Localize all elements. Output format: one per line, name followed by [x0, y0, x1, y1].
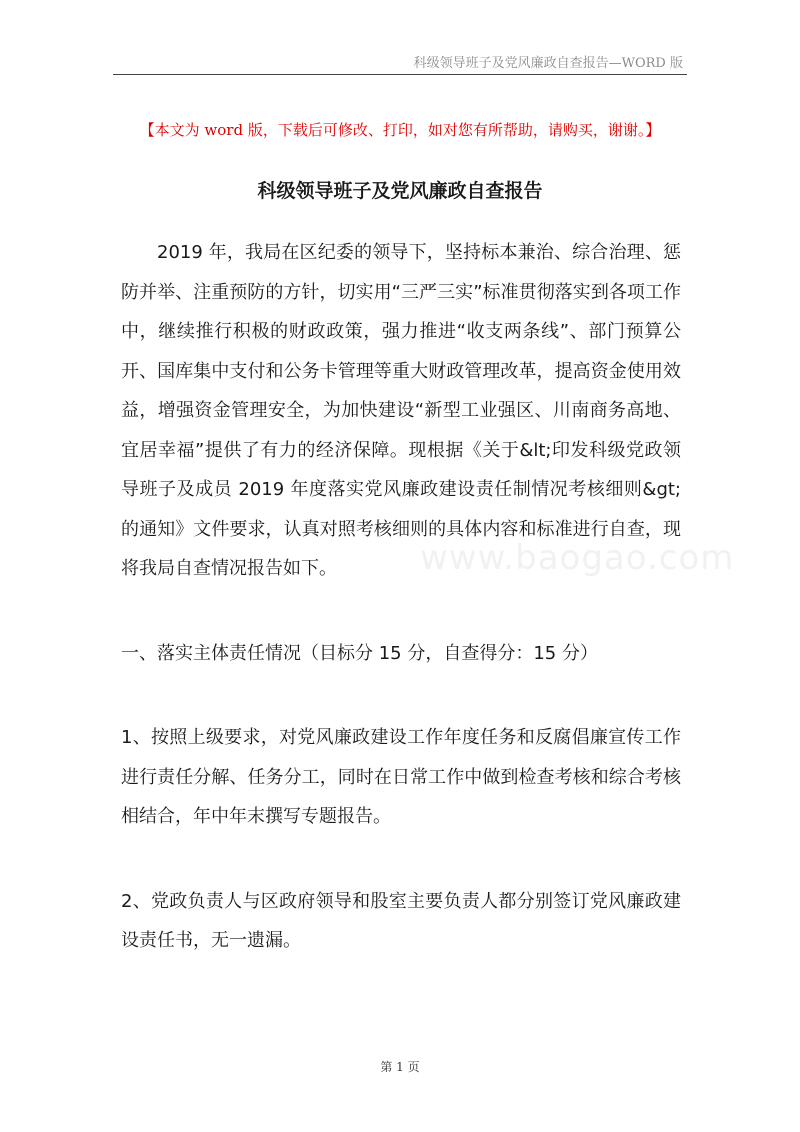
- page-number: 第 1 页: [380, 1060, 420, 1074]
- running-header: 科级领导班子及党风廉政自查报告—WORD 版: [413, 56, 683, 71]
- header-divider: [113, 74, 687, 75]
- intro-paragraph: 2019 年，我局在区纪委的领导下，坚持标本兼治、综合治理、惩防并举、注重预防的方针，切实用“三严三实”标准贯彻落实到各项工作中，继续推行积极的财政政策，强力推进“收支两条线”、部门预算公开、国库集中支付和公务卡管理等重大财政管理改革，提高资金使用效益，增强资金管理安全，为加快建设“新型工业强区、川南商务高地、宜居幸福”提供了有力的经济保障。现根据《关于&lt;印发科级党政领导班子及成员 2019 年度落实党风廉政建设责任制情况考核细则&gt;的通知》文件要求，认真对照考核细则的具体内容和标准进行自查，现将我局自查情况报告如下。: [121, 242, 681, 579]
- download-notice: 【本文为 word 版，下载后可修改、打印，如对您有所帮助，请购买，谢谢。】: [139, 121, 661, 139]
- document-title: 科级领导班子及党风廉政自查报告: [257, 180, 543, 202]
- watermark: www.baogao.com: [420, 538, 735, 578]
- document-body: [121, 233, 681, 961]
- list-item-1: 1、按照上级要求，对党风廉政建设工作年度任务和反腐倡廉宣传工作进行责任分解、任务分工，同时在日常工作中做到检查考核和综合考核相结合，年中年末撰写专题报告。: [121, 727, 681, 827]
- list-item-2: 2、党政负责人与区政府领导和股室主要负责人都分别签订党风廉政建设责任书，无一遗漏。: [121, 890, 681, 951]
- section-heading: 一、落实主体责任情况（目标分 15 分，自查得分：15 分）: [121, 642, 598, 664]
